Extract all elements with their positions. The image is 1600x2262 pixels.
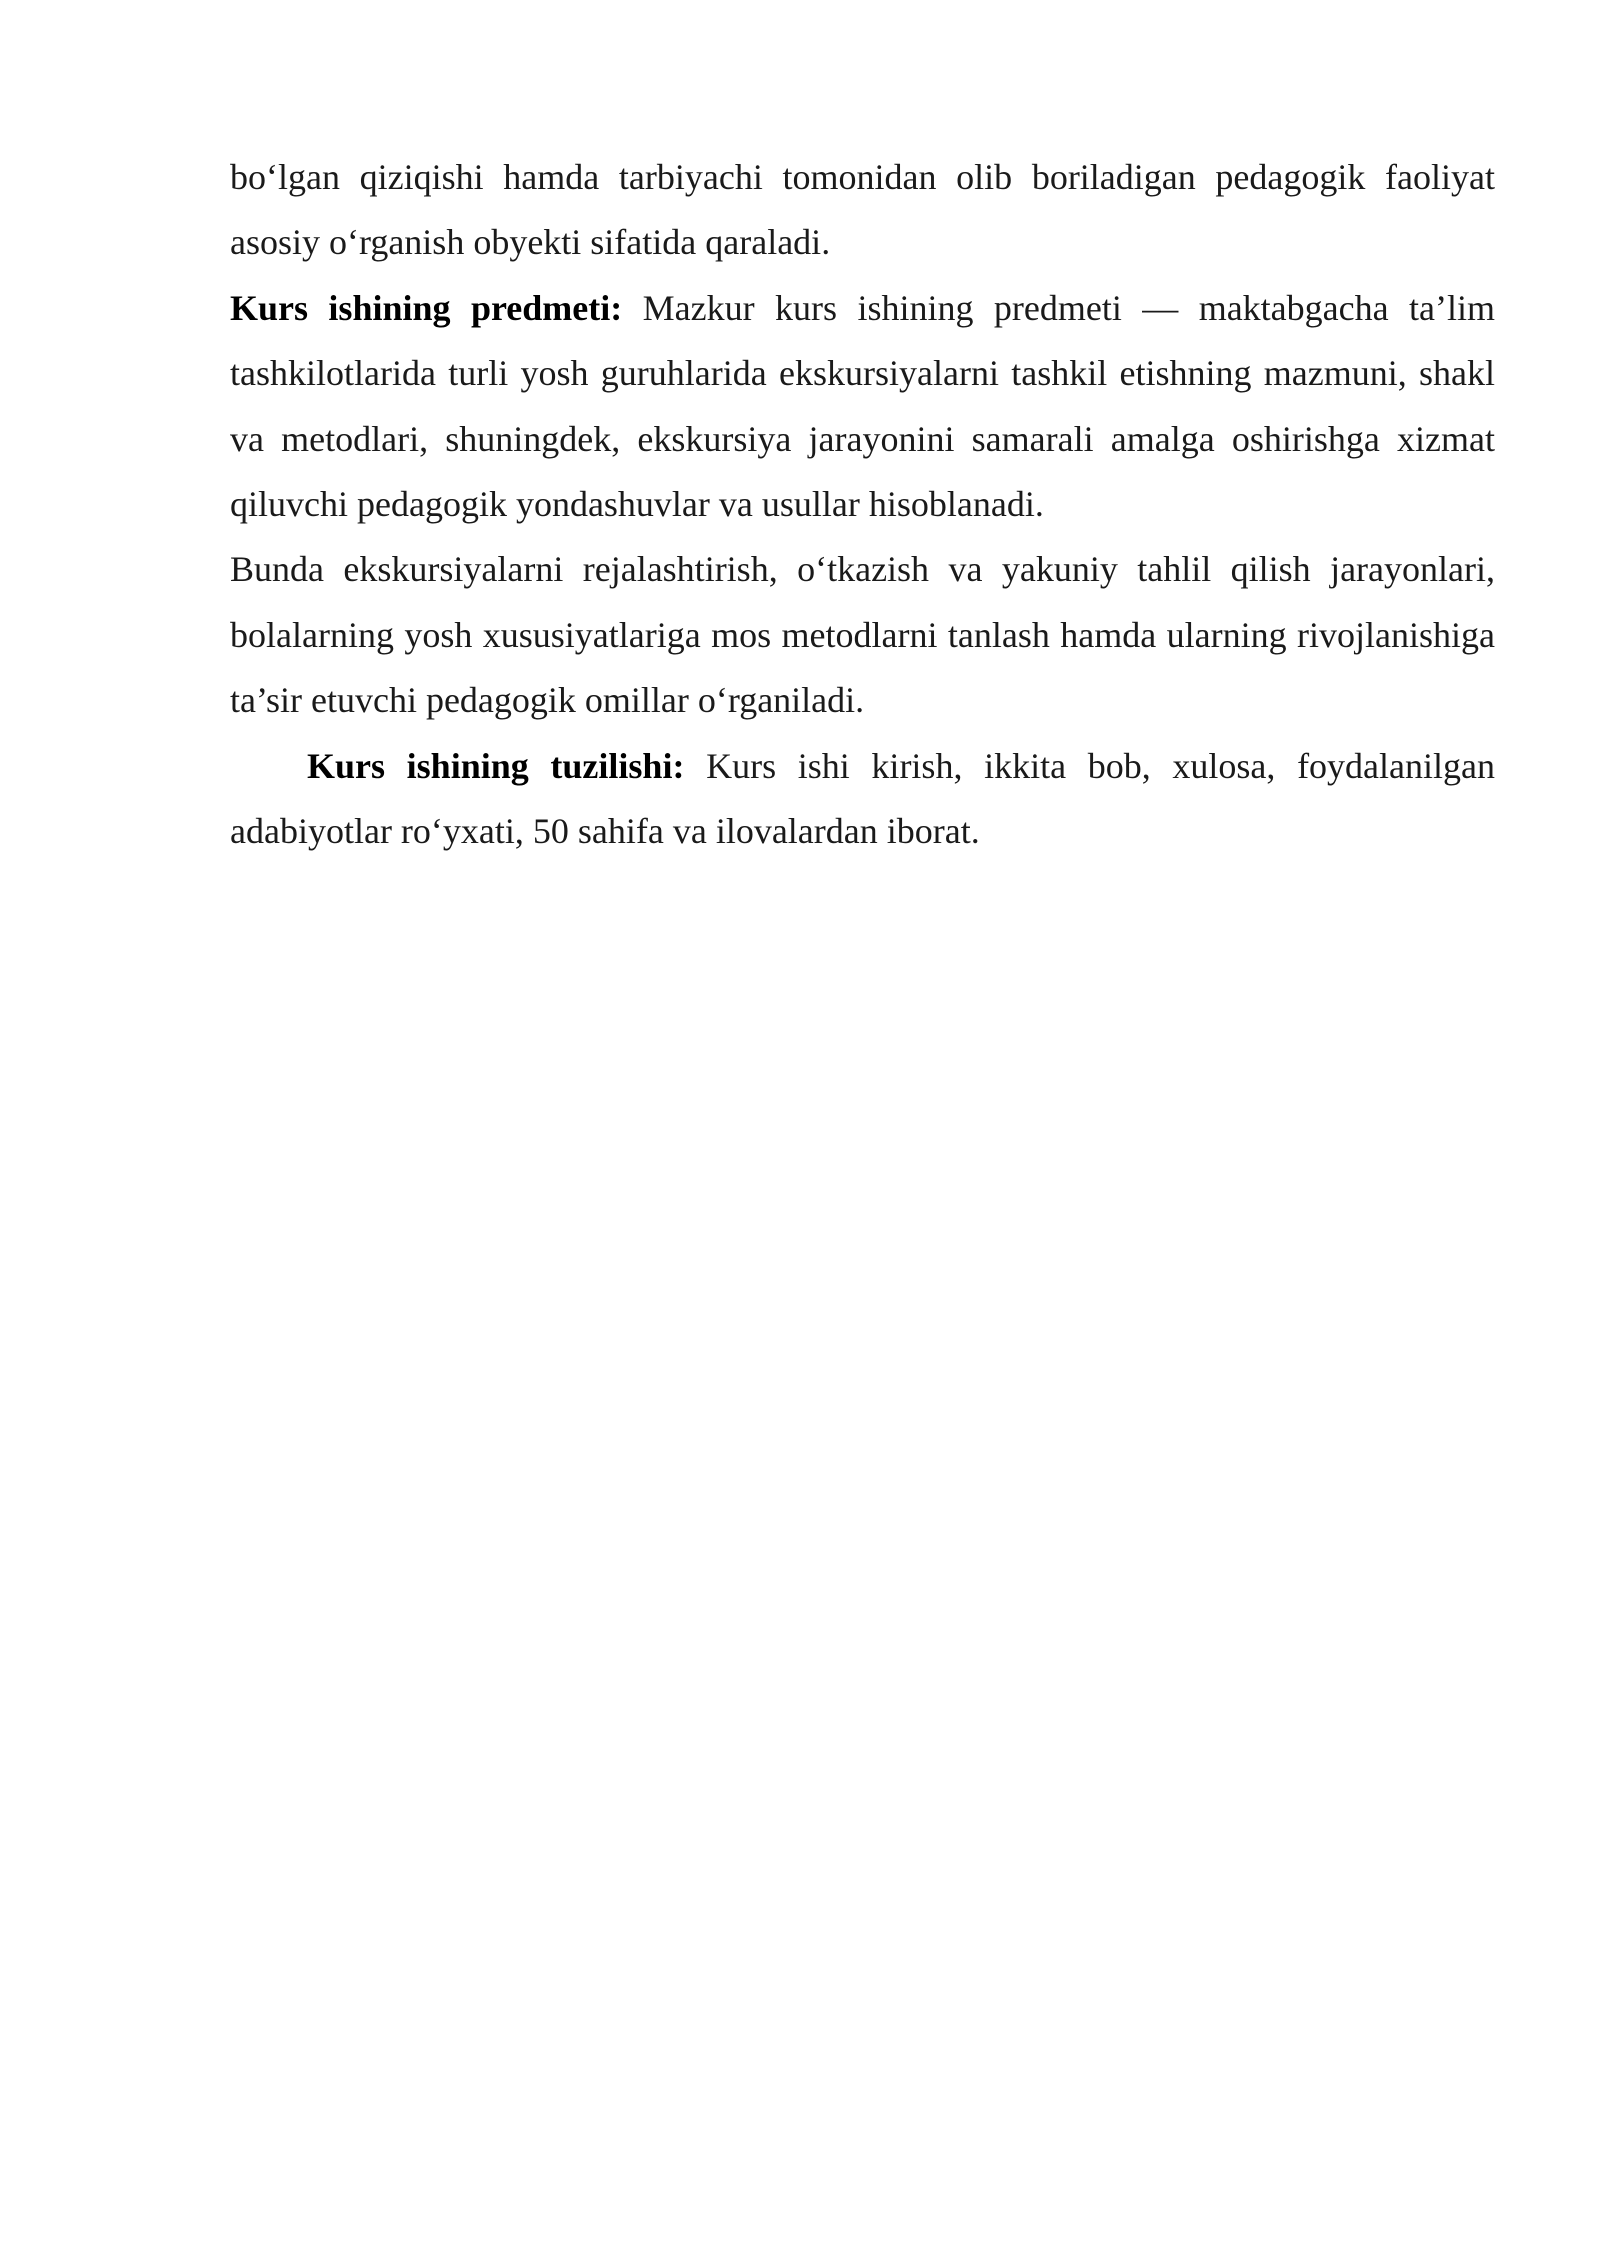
paragraph-heading: Kurs ishining tuzilishi:: [307, 745, 685, 786]
paragraph-course-subject: [230, 276, 1495, 538]
paragraph-text: Bunda ekskursiyalarni rejalashtirish, o‘tkazish va yakuniy tahlil qilish jarayonlari, bolalarning yosh xususiyatlariga mos metodlarni tanlash hamda ularning rivojlanishiga ta’sir etuvchi pedagogik omillar o‘rganiladi.: [230, 549, 1495, 721]
paragraph-course-structure: [230, 734, 1495, 865]
paragraph-course-scope: [230, 537, 1495, 733]
document-body: [230, 145, 1495, 864]
paragraph-text: Kurs ishi kirish, ikkita bob, xulosa, foydalanilgan adabiyotlar ro‘yxati, 50 sahifa va ilovalardan iborat.: [230, 745, 1495, 852]
paragraph-heading: Kurs ishining predmeti:: [230, 287, 623, 328]
paragraph-object-continuation: [230, 145, 1495, 276]
paragraph-text: bo‘lgan qiziqishi hamda tarbiyachi tomonidan olib boriladigan pedagogik faoliyat asosiy o‘rganish obyekti sifatida qaraladi.: [230, 157, 1495, 263]
paragraph-text: Mazkur kurs ishining predmeti — maktabgacha ta’lim tashkilotlarida turli yosh guruhlarida ekskursiyalarni tashkil etishning mazmuni, shakl va metodlari, shuningdek, ekskursiya jarayonini samarali amalga oshirishga xizmat qiluvchi pedagogik yondashuvlar va usullar hisoblanadi.: [230, 287, 1495, 525]
